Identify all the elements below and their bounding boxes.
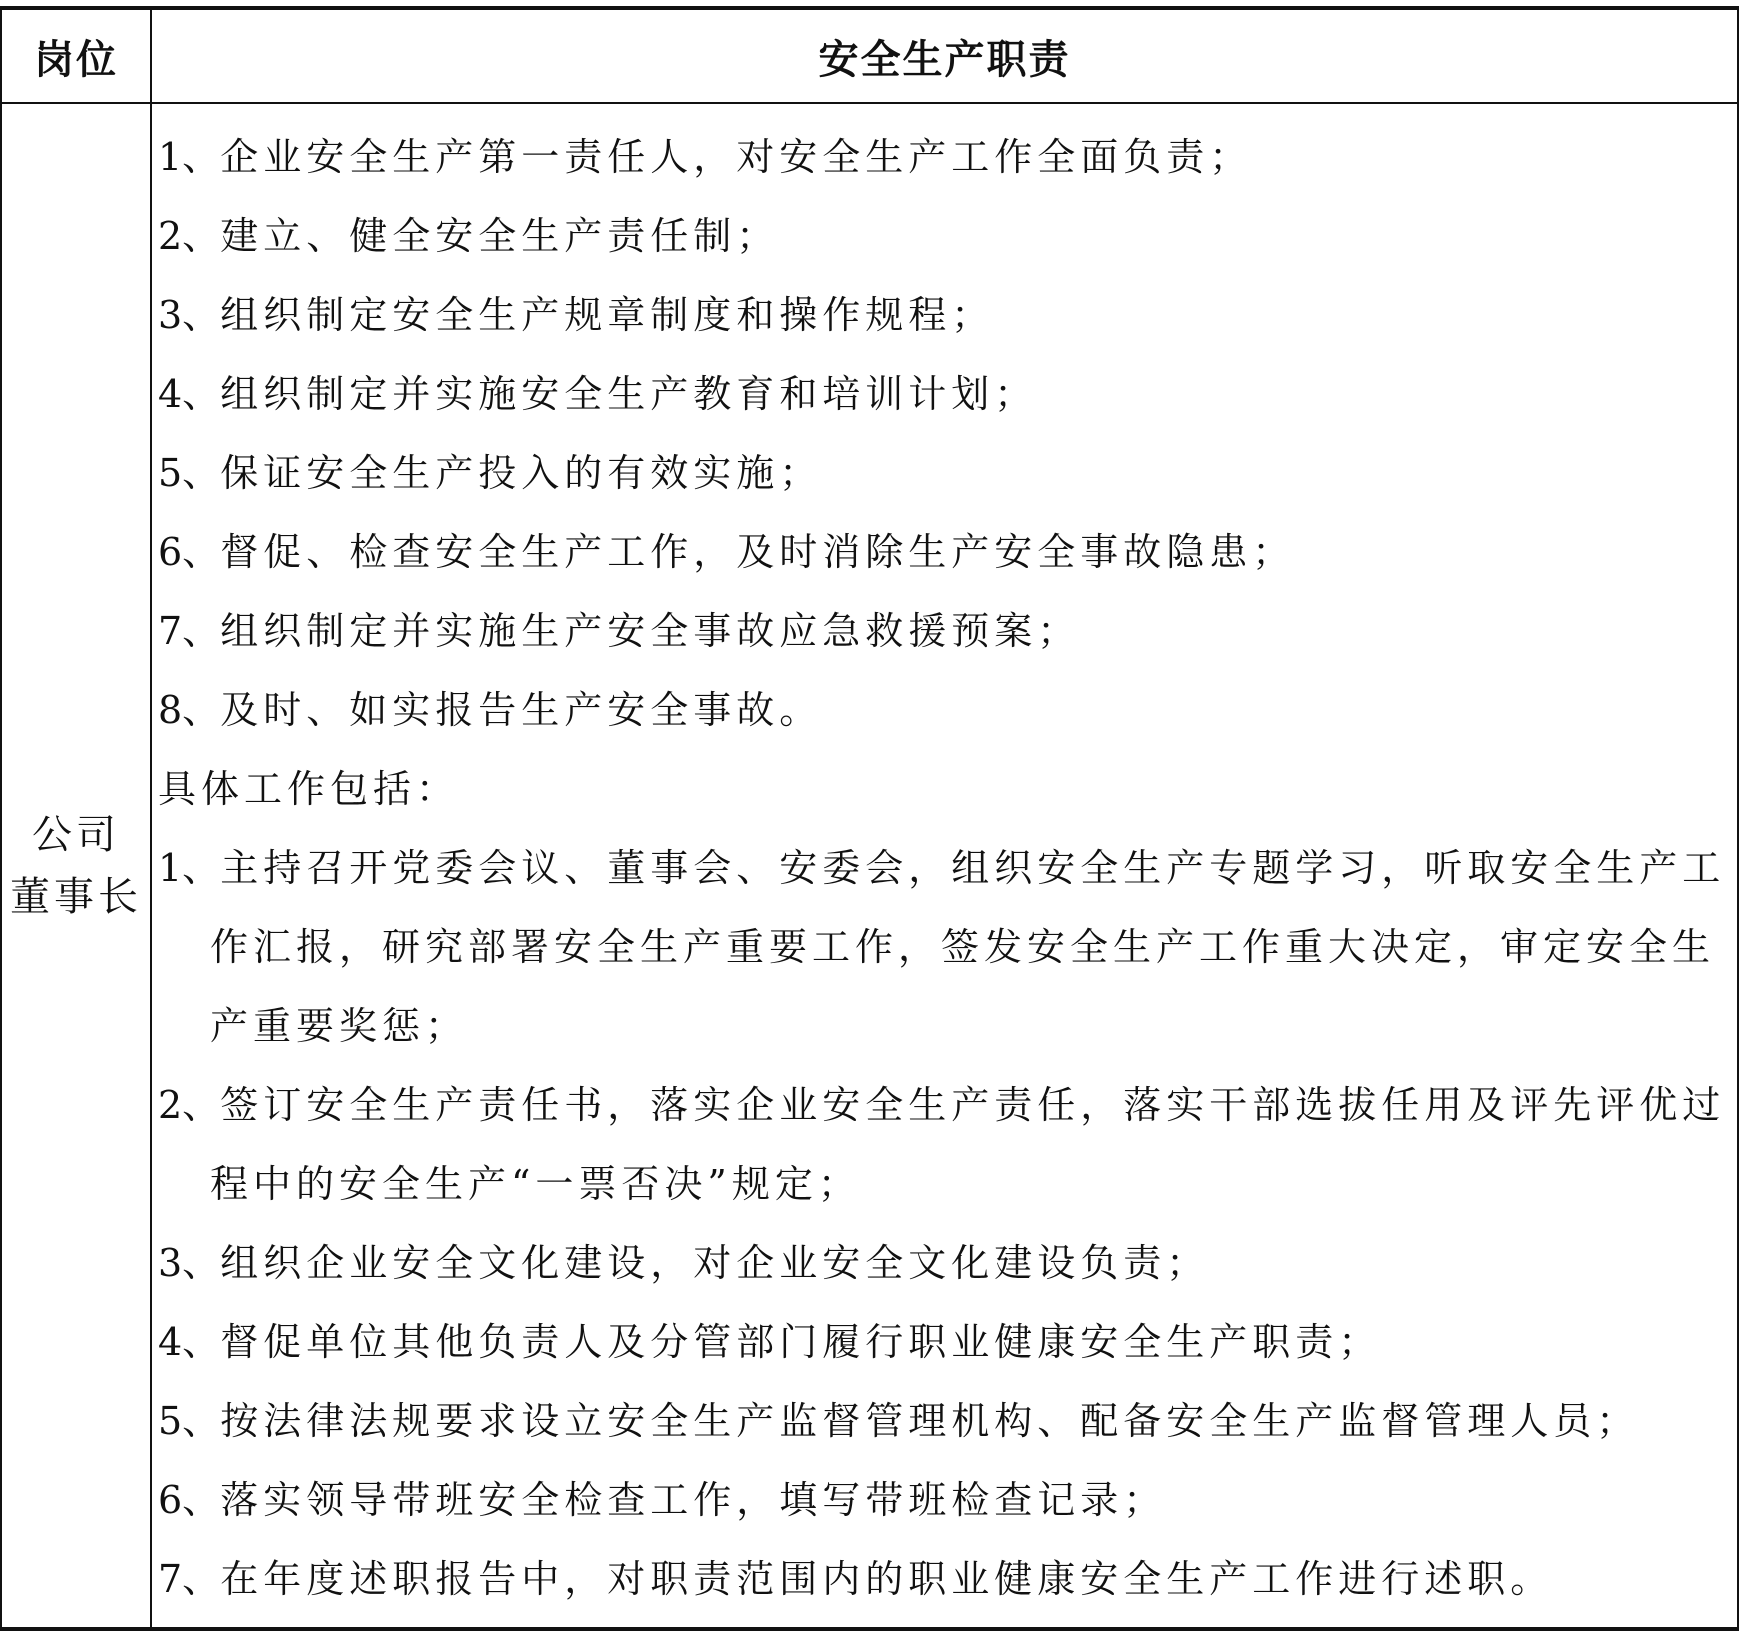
responsibility-item: 3、组织制定安全生产规章制度和操作规程； bbox=[158, 293, 995, 337]
responsibility-item: 6、督促、检查安全生产工作，及时消除生产安全事故隐患； bbox=[158, 530, 1296, 574]
work-item: 1、主持召开党委会议、董事会、安委会，组织安全生产专题学习，听取安全生产工作汇报，研究部署安全生产重要工作，签发安全生产工作重大决定，审定安全生产重要奖惩； bbox=[158, 846, 1726, 1048]
responsibility-item: 5、保证安全生产投入的有效实施； bbox=[158, 451, 823, 495]
header-duties: 安全生产职责 bbox=[151, 8, 1738, 103]
work-item: 6、落实领导带班安全检查工作，填写带班检查记录； bbox=[158, 1478, 1167, 1522]
work-item: 4、督促单位其他负责人及分管部门履行职业健康安全生产职责； bbox=[158, 1320, 1382, 1364]
position-cell bbox=[1, 103, 151, 1629]
work-item: 3、组织企业安全文化建设，对企业安全文化建设负责； bbox=[158, 1241, 1210, 1285]
position-line: 公司 bbox=[32, 811, 120, 858]
responsibility-item: 4、组织制定并实施安全生产教育和培训计划； bbox=[158, 372, 1038, 416]
responsibility-item: 8、及时、如实报告生产安全事故。 bbox=[158, 688, 823, 732]
header-position: 岗位 bbox=[1, 8, 151, 103]
responsibility-item: 1、企业安全生产第一责任人，对安全生产工作全面负责； bbox=[158, 135, 1253, 179]
responsibility-item: 2、建立、健全安全生产责任制； bbox=[158, 214, 780, 258]
work-item: 5、按法律法规要求设立安全生产监督管理机构、配备安全生产监督管理人员； bbox=[158, 1399, 1640, 1443]
table-header-row bbox=[1, 8, 1738, 103]
table-row bbox=[1, 103, 1738, 1629]
position-line: 董事长 bbox=[10, 873, 142, 920]
responsibility-item: 7、组织制定并实施生产安全事故应急救援预案； bbox=[158, 609, 1081, 653]
work-item: 2、签订安全生产责任书，落实企业安全生产责任，落实干部选拔任用及评先评优过程中的安全生产“一票否决”规定； bbox=[158, 1083, 1726, 1206]
work-heading: 具体工作包括： bbox=[158, 767, 460, 811]
duties-cell bbox=[151, 103, 1738, 1629]
work-item: 7、在年度述职报告中，对职责范围内的职业健康安全生产工作进行述职。 bbox=[158, 1557, 1554, 1601]
responsibility-table bbox=[0, 6, 1739, 1631]
